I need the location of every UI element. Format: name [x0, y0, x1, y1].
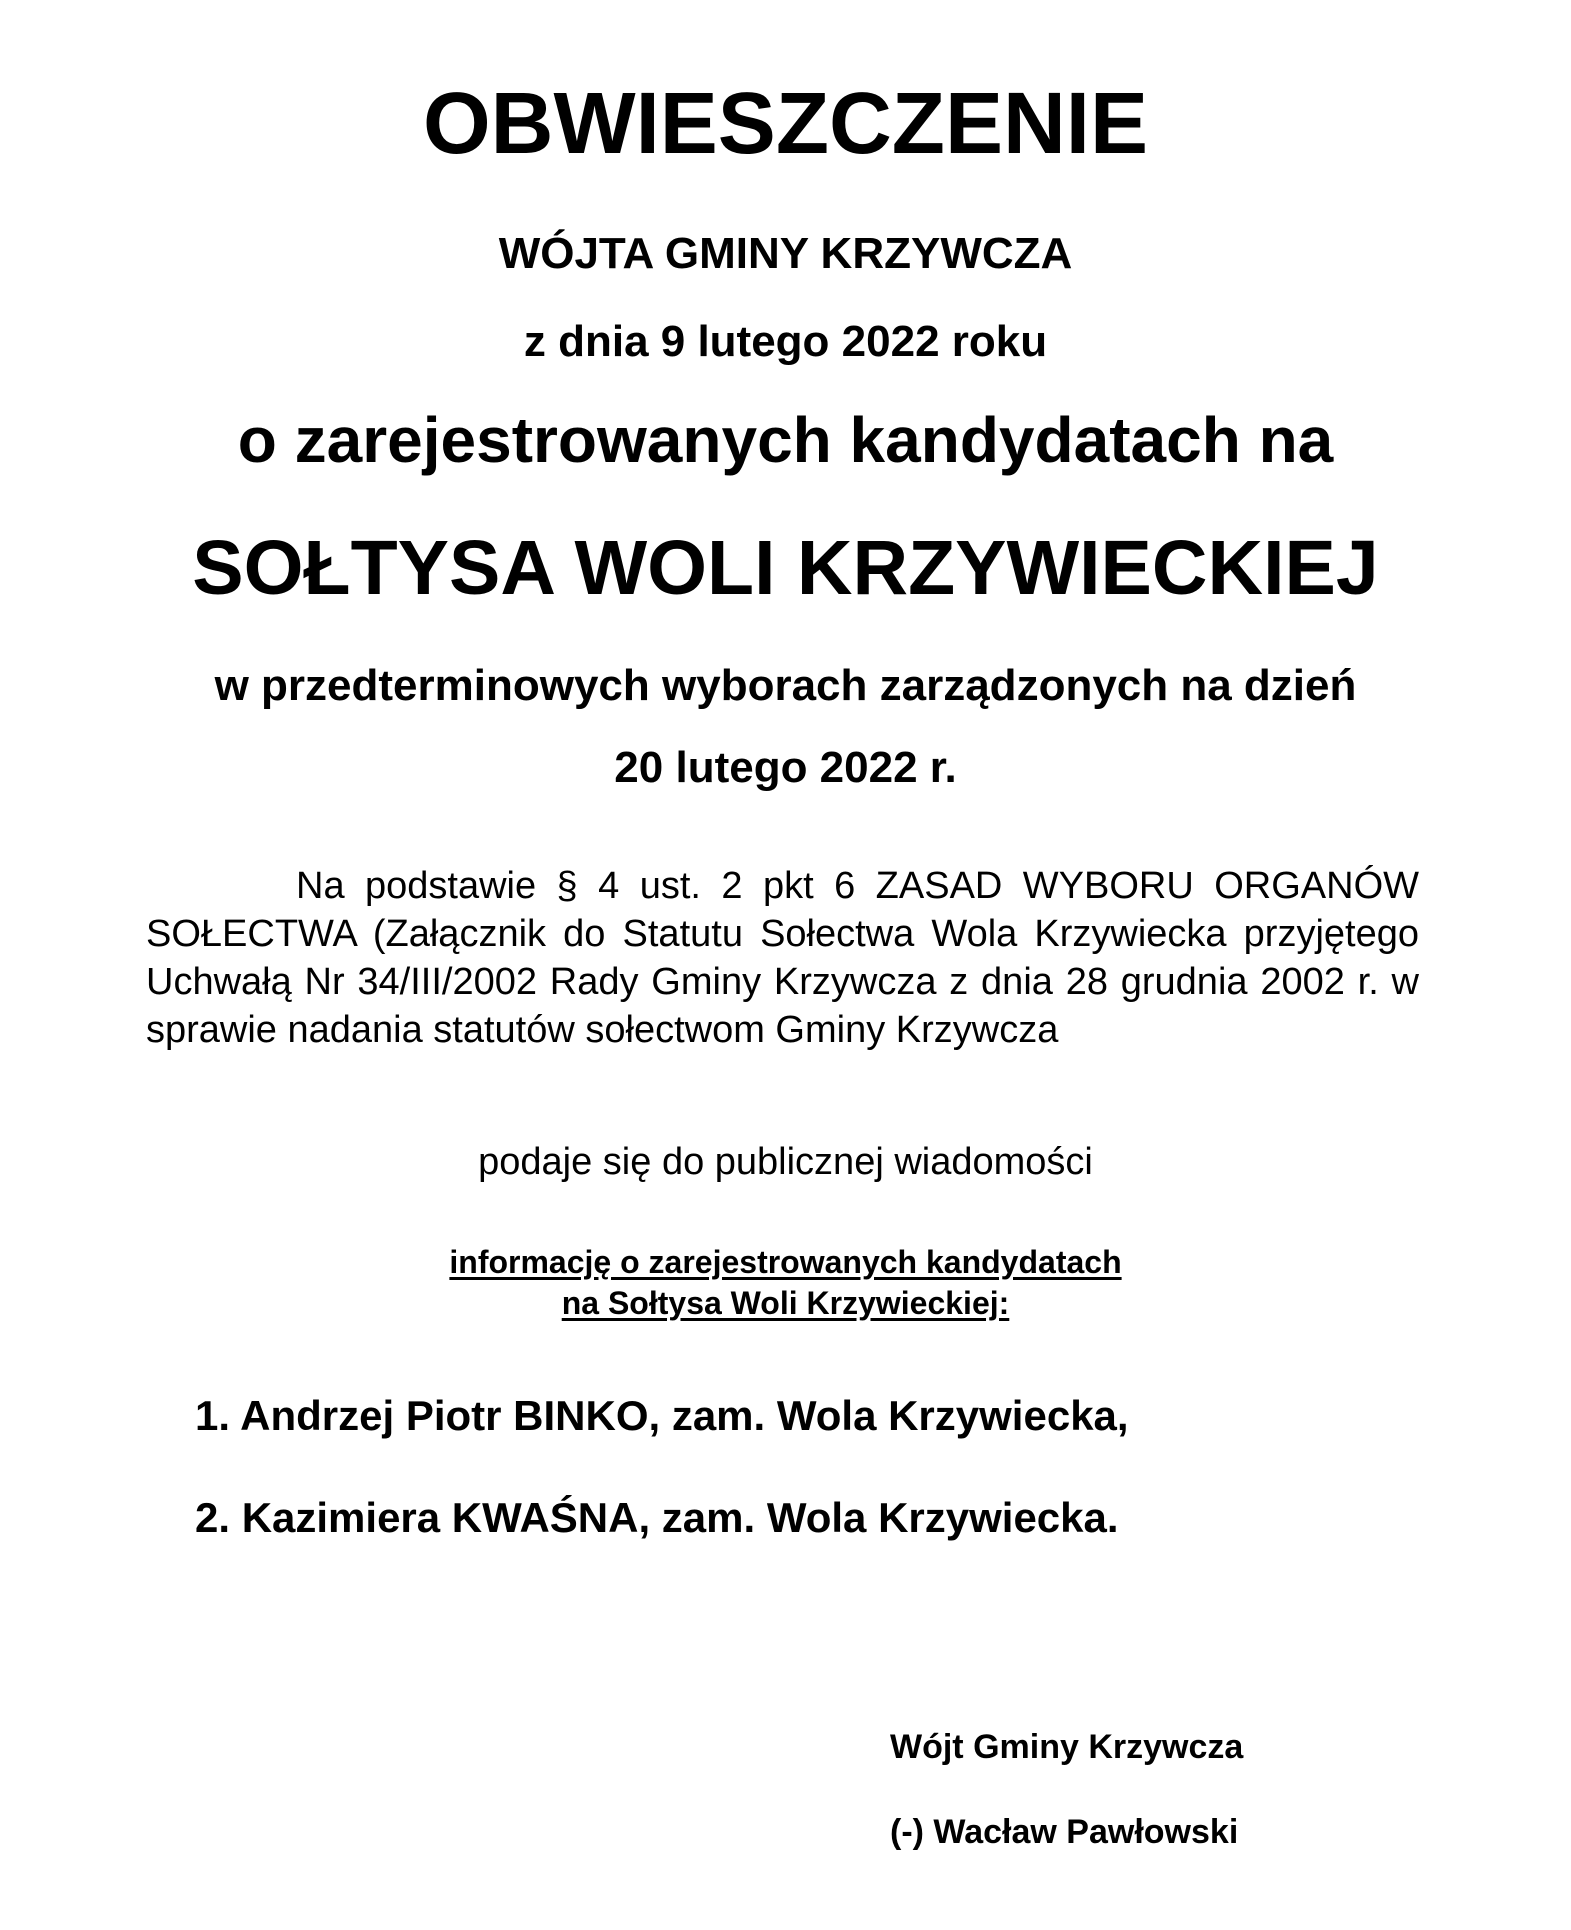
issue-date: z dnia 9 lutego 2022 roku — [523, 317, 1048, 366]
candidate-item: 1. Andrzej Piotr BINKO, zam. Wola Krzywiecka, — [195, 1392, 1129, 1439]
issuing-authority: WÓJTA GMINY KRZYWCZA — [498, 229, 1073, 278]
signatory-name: (-) Wacław Pawłowski — [890, 1813, 1239, 1851]
office-title: SOŁTYSA WOLI KRZYWIECKIEJ — [192, 525, 1379, 611]
candidates-heading-line1: informację o zarejestrowanych kandydatach — [449, 1244, 1122, 1280]
announcement-text: podaje się do publicznej wiadomości — [478, 1141, 1093, 1183]
notice-subject: o zarejestrowanych kandydatach na — [237, 404, 1334, 476]
election-date: 20 lutego 2022 r. — [614, 743, 957, 792]
legal-basis-paragraph — [146, 862, 1419, 1054]
candidate-list — [195, 1392, 1129, 1541]
signatory-title: Wójt Gminy Krzywcza — [890, 1728, 1244, 1766]
document-title: OBWIESZCZENIE — [422, 75, 1148, 172]
legal-basis-text: Na podstawie § 4 ust. 2 pkt 6 ZASAD WYBORU ORGANÓW SOŁECTWA (Załącznik do Statutu Sołectwa Wola Krzywiecka przyjętego Uchwałą Nr 34/III/2002 Rady Gminy Krzywcza z dnia 28 grudnia 2002 r. w sprawie nadania statutów sołectwom Gminy Krzywcza — [146, 865, 1419, 1051]
candidates-heading — [0, 1242, 1571, 1324]
election-description: w przedterminowych wyborach zarządzonych na dzień — [214, 661, 1357, 710]
candidate-item: 2. Kazimiera KWAŚNA, zam. Wola Krzywiecka. — [195, 1494, 1119, 1541]
candidates-heading-line2: na Sołtysa Woli Krzywieckiej: — [561, 1285, 1010, 1321]
